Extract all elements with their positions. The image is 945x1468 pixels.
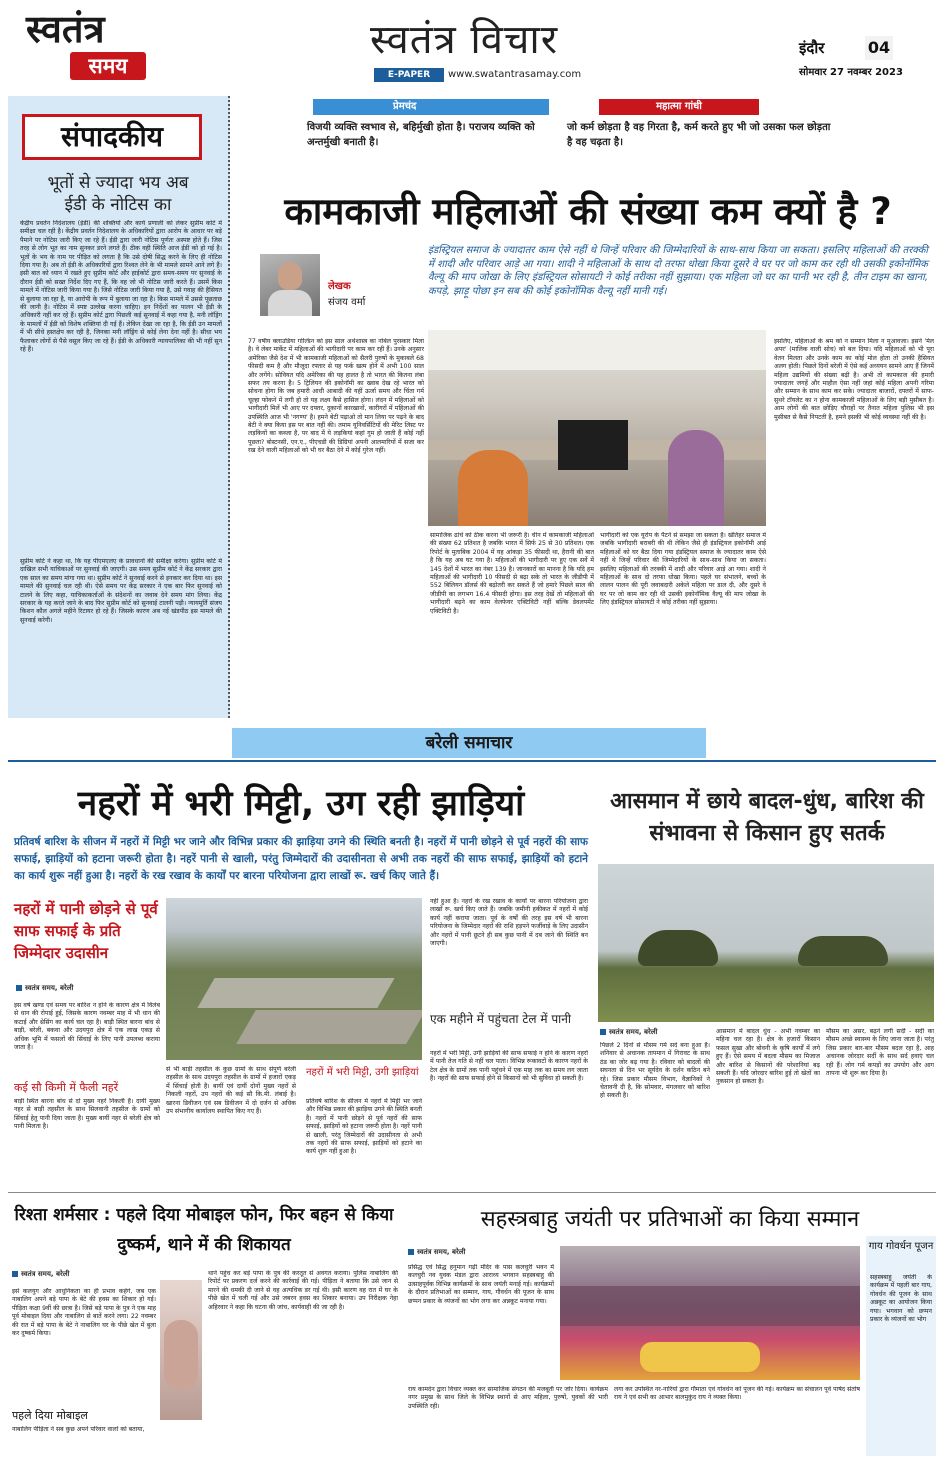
quotes-row <box>305 96 837 158</box>
canals-body3: से भी बाड़ी तहसील के कुछ ग्रामों के साथ संपूर्ण बरेली तहसील के साथ उदयपुरा तहसील के ग्रामों में हजारों एकड़ में सिंचाई होती है। बायीं एवं दायीं दोनों मुख्य नहरों से निकली नहरों, उप नहरों की कई सौ कि.मी. लंबाई है। खारना डिवीजन एवं सब डिवीजन में दो दर्जन से अधिक उप संभागीय कार्यालय स्थापित किए गए हैं। <box>166 1066 296 1116</box>
byline-marker <box>16 985 22 991</box>
weather-byline-text: स्वतंत्र समय, बरेली <box>609 1028 658 1036</box>
story-canals <box>8 766 594 1188</box>
crime-body2: नाबालिग पीड़िता ने सब कुछ अपने परिवार वालों को बताया, <box>12 1426 145 1433</box>
website-link[interactable]: www.swatantrasamay.com <box>448 69 582 80</box>
author-label: लेखक <box>328 281 351 292</box>
crime-body3: थाने पहुंच कर बड़े पापा के पुत्र की करतूत से अवगत कराया। पुलिस नाबालिग की रिपोर्ट पर प्रकरण दर्ज करने की कार्रवाई की गई। पीड़िता ने बताया कि उसे जान से मारने की धमकी दी जाने से वह अत्यधिक डर गई थी। इसी कारण वह रात में घर के पीछे खेत में चली गई और उसे जबरन हवस का शिकार बनाया। उप निरीक्षक नेहा अहिरवार ने कहा कि घटना की जांच, कार्यवाही की जा रही है। <box>208 1270 398 1311</box>
quote-1 <box>305 96 557 156</box>
main-col3: भागीदारी को एक यूरोप के पैटर्न से समझा जा सकता है। खेतिहर समाज में जबकि भागीदारी बराबरी की थी लेकिन जैसे ही इंडस्ट्रियल इकोनॉमी आई महिलाओं को घर बैठा दिया गया इंडस्ट्रियल समाज के ज्यादातर काम ऐसे नहीं थे जिन्हें परिवार की जिम्मेदारियों के साथ-साथ किया जा सकता। इसलिए महिलाओं की तरक्की में शादी और परिवार आड़े आ गया। शादी ने महिलाओं के साथ दो तरफा धोखा किया। पहले घर संभालने, बच्चों के लालन पालन की पूरी जवाबदारी अकेले महिला पर डाल दी, और दूसरे वे घर पर जो काम कर रही थी उसकी इकोनॉमिक वैल्यू की माप जोखा के लिए इंडस्ट्रियल सोसायटी ने कोई तरीका नहीं सुझाया। <box>600 532 766 607</box>
main-article <box>238 160 938 720</box>
weather-headline: आसमान में छाये बादल-धुंध, बारिश की संभावना से किसान हुए सतर्क <box>610 789 924 846</box>
bareilly-band-label: बरेली समाचार <box>425 733 513 753</box>
crime-byline-text: स्वतंत्र समय, बरेली <box>21 1270 70 1278</box>
main-intro: इंडस्ट्रियल समाज के ज्यादातर काम ऐसे नहीं थे जिन्हें परिवार की जिम्मेदारियों के साथ-साथ किया जा सकता। इसलिए महिलाओं की तरक्की में शादी और परिवार आड़े आ गया। शादी ने महिलाओं के साथ दो तरफा धोखा किया दूसरे वे घर पर जो काम कर रही थी उसकी इकोनॉमिक वैल्यू की माप जोखा के लिए इंडस्ट्रियल सोसायटी ने कोई तरीका नहीं सुझाया। एक महिला जो घर का पानी भर रही है, तीन टाइम का खाना, कपड़े, झाड़ू पोछा इन सब की कोई इकोनॉमिक वैल्यू नहीं मानी गई। <box>428 245 928 297</box>
editorial-label: संपादकीय <box>22 114 202 160</box>
weather-byline <box>600 1028 710 1037</box>
crime-headline: रिश्ता शर्मसार : पहले दिया मोबाइल फोन, फिर बहन से किया दुष्कर्म, थाने में की शिकायत <box>14 1205 394 1255</box>
canals-body4: प्रतिवर्ष बारिश के सीजन में नहरों में मिट्टी भर जाने और विभिन्न प्रकार की झाड़िया उगने की स्थिति बनती है। नहरों में पानी छोड़ने से पूर्व नहरों की साफ सफाई, झाड़ियों को हटाना जरूरी होता है। नहरें पानी से खाली, परंतु जिम्मेदारों की उदासीनता से अभी तक नहरों की साफ सफाई, झाड़ियों को हटाने का कार्य शुरू नहीं हुआ है। <box>306 1098 422 1156</box>
crime-byline <box>12 1270 152 1279</box>
crime-illustration-figure <box>164 1320 198 1390</box>
editorial-para2: सुप्रीम कोर्ट ने कहा था, कि यह पीएमएलए के प्रावधानों की समीक्षा करेगा। सुप्रीम कोर्ट में दाखिल सभी याचिकाओं पर सुनवाई की जाएगी। उस समय सुप्रीम कोर्ट ने केंद्र सरकार द्वारा एक साल का समय मांगा गया था। सुप्रीम कोर्ट ने सुनवाई करने से इनकार कर दिया था। इस मामले की सुनवाई चल रही थी। ऐसे समय पर केंद्र सरकार ने एक बार फिर सुनवाई को टालने के लिए कहा, याचिकाकर्ताओं के संदेशनों का जवाब देने समय मांग लिया। केंद्र सरकार के यह करते जाने के बाद फिर सुप्रीम कोर्ट को सुनवाई टालनी पड़ी। न्यायमूर्ति संजय किशन कौल अगले महीने रिटायर हो रहे हैं। जिसके कारण अब नई खंडपीठ इस मामले की सुनवाई करेगी। <box>20 558 222 624</box>
canals-body1: इस वर्ष खण्ड एवं समय पर बारिश न होने के कारण क्षेत्र में विलंब से धान की रोपाई हुई, जिसके कारण नवम्बर माह में भी धान की कटाई और थ्रेसिंग का कार्य चल रहा है। बाड़ी स्थित बारना बांध से बाड़ी, बरेली, बकवा और उदयपुरा क्षेत्र में एक लाख एकड़ से अधिक भूमि में फसलों की सिंचाई के लिए पानी उपलब्ध कराया जाता है। <box>14 1002 160 1052</box>
office-photo-person2 <box>668 430 724 526</box>
weather-body2: पिछले 2 दिनों से मौसम गर्म सर्द बना हुआ है। शनिवार से अचानक तापमान में गिरावट के साथ ठंड का जोर बढ़ गया है। रविवार को बादलों की सघनता से दिन भर सूर्यदेव के दर्शन कठिन बने रहे। जिस प्रकार मौसम विभाग, वैज्ञानिकों ने चेतावनी दी है, कि सोमवार, मंगलवार को बारिश हो सकती है। <box>600 1042 710 1100</box>
canals-lead: प्रतिवर्ष बारिश के सीजन में नहरों में मिट्टी भर जाने और विभिन्न प्रकार की झाड़िया उगने की स्थिति बनती है। नहरों में पानी छोड़ने से पूर्व नहरों की साफ सफाई, झाड़ियों को हटाना जरूरी होता है। नहरें पानी से खाली, परंतु जिम्मेदारों की उदासीनता से अभी तक नहरों की साफ सफाई, झाड़ियों को हटाने का कार्य शुरू नहीं हुआ है। नहरों के रख रखाव के कार्यों पर बारना परियोजना द्वारा लाखों रू. खर्च किए जाते हैं। <box>14 836 588 882</box>
jayanti-body3: लगा कर उपस्थित नर-नारियों द्वारा गौमाता एवं गोवर्धन को पूजन की गई। कार्यक्रम का संचालन पूर्व पार्षद संतोष राय ने एवं सभी का आभार बालमुकुंद राय ने व्यक्त किया। <box>614 1386 860 1402</box>
canal-photo-channel <box>197 978 394 1008</box>
quote-2-text: जो कर्म छोड़ता है वह गिरता है, कर्म करते हुए भी जो उसका फल छोड़ता है वह चढ़ता है। <box>567 122 831 148</box>
quote-2 <box>567 96 837 156</box>
crime-body1: इसे कलयुग और आधुनिकता का ही प्रभाव कहेंगे, जब एक नाबालिग अपने बड़े पापा के बेटे की हवस का शिकार हो गई। पीड़िता कक्षा 9वीं की छात्रा है। जिसे बड़े पापा के पुत्र ने एक माह पूर्व मोबाइल दिया और नाबालिग से बातें करने लगा। 22 नवम्बर की रात में बड़े पापा के बेटे ने नाबालिग घर के पीछे खेत में बुला कर दुष्कर्म किया। <box>12 1288 156 1338</box>
jayanti-photo-crowd <box>560 1286 860 1326</box>
editorial-para1: केंद्रीय प्रवर्तन निदेशालय (ईडी) की शक्तियों और कार्य प्रणाली को लेकर सुप्रीम कोर्ट में समीक्षा चल रही है। केंद्रीय प्रवर्तन निदेशालय के अधिकारियों द्वारा आरोप के आधार पर बड़े पैमाने पर नोटिस जारी किए जा रहे हैं। ईडी द्वारा जारी नोटिस पूर्णतः अस्पष्ट होते हैं। जिस तरह से लोग भूत का नाम सुनकर डरने लगते हैं। ठीक वही स्थिति आज ईडी को हो गई है। भूतों के भय के नाम पर पीड़ित को लगता है कि उसे दोषी सिद्ध करने के लिए ही नोटिस दिया गया है। अब तो ईडी के अधिकारियों द्वारा रिश्वत लेने के भी मामले सामने आने लगे हैं। इसी बात को ध्यान में रखते हुए सुप्रीम कोर्ट और हाईकोर्ट द्वारा समय-समय पर सुनवाई के दौरान ईडी को सख्त निर्देश दिए गए हैं, कि वह जो भी नोटिस जारी करते हैं। उसमें किस मामले में नोटिस जारी किया गया है। जिसे नोटिस जारी किया गया है, उसे गवाह की हैसियत से बुलाया जा रहा है, या आरोपी के रूप में बुलाया जा रहा है। किस मामले में उससे पूछताछ की जानी है। नोटिस में स्पष्ट उल्लेख करना चाहिए। इन निर्देशों का पालन भी ईडी के अधिकारी नहीं कर रहे हैं। सुप्रीम कोर्ट द्वारा पिछली कई सुनवाई में कहा गया है, मनी लॉड्रिंग के मामलों में ईडी को विशेष शक्तियां दी गई हैं। लेकिन देखा जा रहा है, कि ईडी उन मामलों में भी सीधे हस्तक्षेप कर रही है, जिनका मनी लॉड्रिंग से कोई लेना देना नहीं है। सीधा भय फैलाकर लोगों से पैसे वसूल किए जा रहे हैं। ईडी के अधिकारी न्यायपालिका की भी नहीं सुन रहे हैं। <box>20 220 222 354</box>
canals-sub2: नहरों में भरी मिट्टी, उगी झाड़ियां <box>306 1067 419 1078</box>
jayanti-side-body: सहस्त्रबाहु जयंती के कार्यक्रम में पहली बार गाय, गोवर्धन की पूजन के साथ अन्नकूट का आयोजन किया गया। भगवान को छप्पन प्रकार के व्यंजनों का भोग <box>870 1274 932 1324</box>
weather-body3: मौसम का असर, बढ़ने लगी सर्दी - सर्दी का मौसम अच्छे स्वास्थ्य के लिए जाना जाता है। परंतु जिस प्रकार बार-बार मौसम बदल रहा है, आह अचानक जोरदार सर्दी के साथ सर्द हवाएं चल रही हैं। लोग गर्म कपड़ों का उपयोग और आग तापना भी शुरू कर दिया है। <box>826 1028 934 1078</box>
byline-marker <box>600 1029 606 1035</box>
jayanti-photo-offering <box>640 1342 760 1372</box>
logo-line2: समय <box>70 52 146 80</box>
crime-sub1: पहले दिया मोबाइल <box>12 1409 88 1422</box>
epaper-strip <box>374 68 634 82</box>
office-photo-window <box>428 330 766 370</box>
quote-1-text: विजयी व्यक्ति स्वभाव से, बहिर्मुखी होता है। पराजय व्यक्ति को अन्तर्मुखी बनाती है। <box>307 122 535 148</box>
office-photo <box>428 330 766 526</box>
office-photo-monitor <box>558 420 628 470</box>
jayanti-side-title: गाय गोवर्धन पूजन <box>868 1241 934 1252</box>
author-photo-face <box>278 262 302 290</box>
weather-photo-tree <box>638 930 718 966</box>
quote-1-author: प्रेमचंद <box>313 99 549 115</box>
crime-illustration <box>160 1280 202 1420</box>
canals-pull-quote: नहरों में पानी छोड़ने से पूर्व साफ सफाई के प्रति जिम्मेदार उदासीन <box>14 900 158 962</box>
editorial-column <box>8 96 230 718</box>
bareilly-rule <box>8 760 936 762</box>
canals-byline-text: स्वतंत्र समय, बरेली <box>25 984 74 992</box>
canals-sub3: एक महीने में पहुंचता टेल में पानी <box>430 1012 572 1026</box>
jayanti-body2: राय कामदेन द्वारा विचार व्यक्त कर सामाजिक संगठन की मजबूती पर जोर दिया। कार्यक्रम नगर प्रमुख के साथ जिले के विभिन्न स्थानों से आए महिला, पुरुषों, युवकों की भारी उपस्थिति रही। <box>408 1386 608 1410</box>
byline-marker <box>12 1271 18 1277</box>
canal-photo <box>166 898 422 1060</box>
epaper-label: E-PAPER <box>374 68 444 82</box>
jayanti-body1: प्रसिद्ध एवं सिद्ध हनुमान गढ़ी मंदिर के पास कलचुरी भवन में कलचुरी नव युवक मंडल द्वारा आराध्य भगवान सहस्त्रबाहु की उत्साहपूर्वक विभिन्न कार्यक्रमों के साथ जयंती मनाई गई। कार्यक्रमों के दौरान प्रतिभाओं का सम्मान, गाय, गौवर्धन की पूजन के साथ छप्पन प्रकार के व्यंजनों का भोग लगा कर अन्नकूट मनाया गया। <box>408 1264 554 1305</box>
office-photo-person <box>458 450 528 526</box>
canals-byline <box>16 984 156 993</box>
main-col2: सामाजिक ढांचे को ठीक करना भी जरूरी है। चीन में कामकाजी महिलाओं की संख्या 62 प्रतिशत है जबकि भारत में सिर्फ 25 से 30 प्रतिशत। एक रिपोर्ट के मुताबिक 2004 में यह आंकड़ा 35 फीसदी था, हैरानी की बात है कि यह अब घट गया है। महिलाओं की भागीदारी पर हुए एक सर्वे में 145 देशों में भारत का नंबर 139 है। जानकारों का मानना है कि यदि हम महिलाओं की भागीदारी 10 फीसदी से बढ़ा सके तो भारत के जीडीपी में 552 बिलियन डॉलर्स की बढ़ोतरी कर सकते हैं जो हमारे पिछले साल की जीडीपी का लगभग 16.4 फीसदी होगा। इस तरह देखें तो महिलाओं की भागीदारी बढ़ने का काम वेलफेयर एक्टिविटी नहीं बल्कि डेवलपमेंट एक्टिविटी है। <box>430 532 594 615</box>
author-photo-body <box>268 290 312 316</box>
section-title: स्वतंत्र विचार <box>370 17 559 63</box>
canals-sub1: कई सौ किमी में फैली नहरें <box>14 1081 119 1094</box>
canals-body2: बाड़ी स्थित बारना बांध से दो मुख्य नहरें निकली हैं। दायीं मुख्य नहर से बाड़ी तहसील के साथ सिलवानी तहसील के ग्रामों को सिंचाई हेतु पानी दिया जाता है। मुख्य बायीं नहर से बरेली क्षेत्र को पानी मिलता है। <box>14 1098 160 1131</box>
main-headline: कामकाजी महिलाओं की संख्या कम क्यों है ? <box>284 190 892 233</box>
author-name: संजय वर्मा <box>328 297 366 308</box>
weather-photo <box>598 864 934 1022</box>
logo <box>22 8 152 86</box>
canals-headline: नहरों में भरी मिट्टी, उग रही झाड़ियां <box>77 784 525 824</box>
editorial-headline: भूतों से ज्यादा भय अब ईडी के नोटिस का <box>47 173 189 215</box>
masthead <box>0 0 945 92</box>
quote-2-author: महात्मा गांधी <box>599 99 759 115</box>
edition-box <box>797 34 927 86</box>
canal-photo-channel2 <box>236 1010 422 1044</box>
main-col1: 77 वर्षीय क्लाउडिया गोल्डिन को इस साल अर्थशास्त्र का नोबेल पुरस्कार मिला है। वे लेबर मार्केट में महिलाओं की भागीदारी पर काम कर रही हैं। उनके अनुसार अमेरिका जैसे देश में भी कामकाजी महिलाओं को सैलरी पुरुषों के मुकाबले 68 फीसदी कम है और मौजूदा रफ्तार से यह फर्क खत्म होने में अभी 100 साल और लगेंगे। सोवियत यदि अमेरिका की यह हालत है तो भारत की कितना लंबा सफर तय करना है। 5 ट्रिलियन की इकोनॉमी का ख्वाब देख रहे भारत को सोचना होगा कि जब हमारी आधी आबादी की यहीं ऊर्जा समय और चिंता गर्म चूल्हा फोकने में लगी हो तो यह लक्ष्य कैसे हासिल होगा। लंदन में महिलाओं को भागीदारी मिलें भी आए पर दफ्तर, दुकानों कारखानों, कारीगरों में महिलाओं की उपस्थिति आज भी 'नगण्य' है। हमने बेटी पढ़ाओ तो मान लिया पर पढ़ने के बाद बेटी ने क्या किया इस पर बात नहीं की। तमाम यूनिवर्सिटियों की मेरिट लिस्ट पर लड़कियों का कब्जा है, पर बाद में ये लड़कियां कहां गुम हो जाती हैं कोई नहीं पूछता? बोस्टनसी, एन.ए., पीएचडी की डिग्रियां अपनी आलमारियों में सजा कर रख देने वाली महिलाओं को भी घर बैठा देने में कोई गुरेज नहीं। <box>248 338 424 455</box>
story-jayanti <box>404 1196 936 1464</box>
main-col4: इसलिए, महिलाओं के श्रम को न सम्मान मिला न मुआवजा। इसने 'मेल अपर' (मालिक वाली सोच) को बल दिया। यदि महिलाओं को भी पूरा वेतन मिलता और उनके काम का कोई मोल होता तो उनकी हैसियत अलग होती। पिछले दिनों बरेली में ऐसे कई अध्ययन सामने आए हैं जिनमें महिला उद्यमियों की संख्या बढ़ी है। अभी तो कामकाज की हमारी ज्यादातर जगहें और माहौल ऐसा नहीं जहां कोई महिला अपनी गरिमा और सम्मान के साथ काम कर सके। ज्यादातर बाजारों, दफ्तरों में साफ-सुथरे टॉयलेट का न होना कामकाजी महिलाओं के लिए बड़ी मुसीबत है। आम लोगों की बात छोड़िए चौराहों पर तैनात महिला पुलिस भी इस मुसीबत से कैसे निपटती है, हमने इसकी भी कोई व्यवस्था नहीं की है। <box>774 338 934 421</box>
jayanti-byline-text: स्वतंत्र समय, बरेली <box>417 1248 466 1256</box>
lower-rule <box>8 1192 936 1193</box>
bareilly-band <box>232 728 706 758</box>
canals-body6: नहरों में भरी मिट्टी, उगी झाड़ियों की साफ सफाई न होने के कारण नहरों में पानी तेज गति से नहीं चल पाता। विभिन्न रूकावटों के कारण नहरों के टेल क्षेत्र के ग्रामों तक पानी पहुंचने में एक माह तक का समय लग जाता है। नहरों की साफ सफाई होने से किसानों को भी सुविधा हो सकती है। <box>430 1050 588 1083</box>
edition-city: इंदौर <box>799 39 825 57</box>
page-number: 04 <box>865 36 893 60</box>
edition-date: सोमवार 27 नवम्बर 2023 <box>799 67 903 78</box>
logo-line1: स्वतंत्र <box>26 7 105 51</box>
author-photo <box>260 254 320 316</box>
jayanti-side-box <box>866 1236 936 1456</box>
canals-body5: नहीं हुआ है। नहरों के रख रखाव के कार्यों पर बारना परियोजना द्वारा लाखों रू. खर्च किए जाते हैं। जबकि जमीनी हकीकत में नहरों में कोई कार्य नहीं कराया जाता। पूर्व के वर्षों की तरह इस वर्ष भी बारना परियोजना के जिम्मेदार नहरों की राशि हड़पने फर्जीवाड़े के लिए उदासीन और नहरों में पानी छूटने ही सब कुछ पानी में दब जाने की स्थिति बन जाएगी। <box>430 898 588 948</box>
byline-marker <box>408 1249 414 1255</box>
weather-body1: आसमान में बादल धुंध - अभी नवम्बर का महिना चल रहा है। क्षेत्र के हजारों किसान फसल सुखा और बोवनी के कृषि कार्यों में लगे हुए हैं। ऐसे समय में बदला मौसम का मिजाज और बारिश से किसानों की परेशानियां बढ़ सकती हैं। यदि जोरदार बारिश हुई तो खेतों का नुकसान हो सकता है। <box>716 1028 820 1086</box>
weather-photo-tree2 <box>798 936 888 966</box>
story-weather <box>598 766 936 1188</box>
jayanti-byline <box>408 1248 548 1257</box>
story-crime <box>8 1196 400 1464</box>
jayanti-photo <box>560 1246 860 1380</box>
jayanti-headline: सहस्त्रबाहु जयंती पर प्रतिभाओं का किया सम्मान <box>480 1207 860 1232</box>
